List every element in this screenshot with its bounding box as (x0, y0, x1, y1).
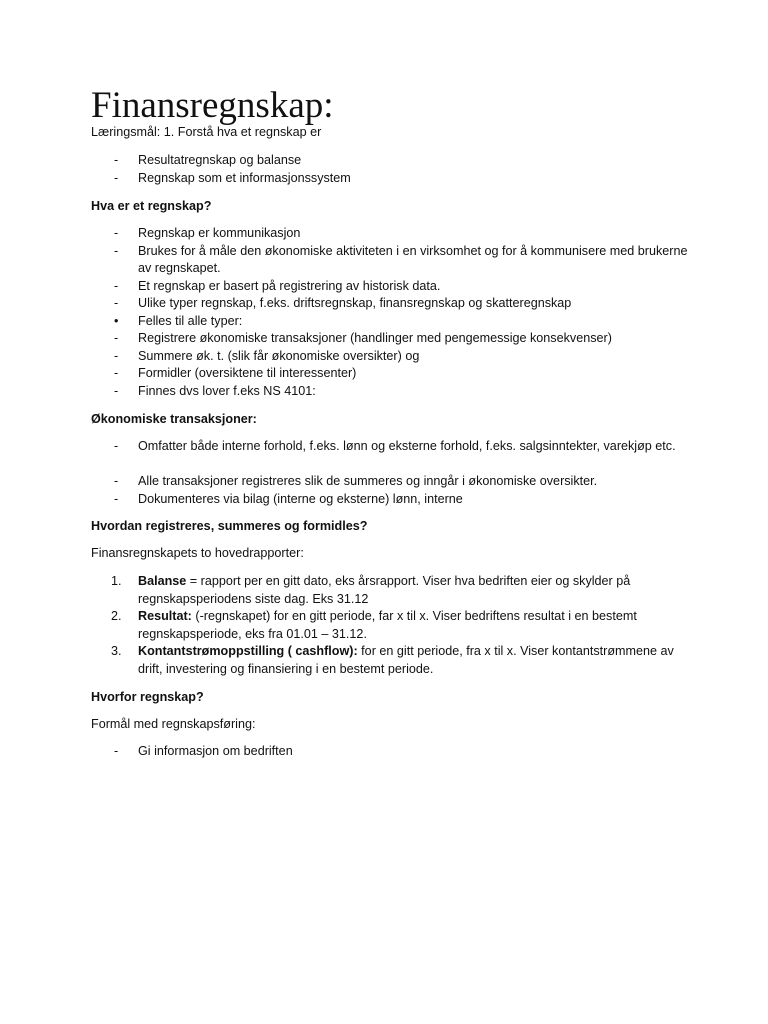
list-item (0, 365, 768, 383)
purpose-list (0, 743, 768, 761)
list-item-text: Registrere økonomiske transaksjoner (handlinger med pengemessige konsekvenser) (138, 331, 612, 345)
page-title: Finansregnskap: (91, 85, 334, 126)
list-item-text: Alle transaksjoner registreres slik de summeres og inngår i økonomiske oversikter. (138, 474, 598, 488)
section-heading: Hvordan registreres, summeres og formidles? (91, 519, 368, 533)
list-item-text: Formidler (oversiktene til interessenter) (138, 366, 357, 380)
topic-list (0, 152, 768, 187)
purpose-intro: Formål med regnskapsføring: (91, 717, 256, 731)
list-item (0, 743, 768, 761)
term: Kontantstrømoppstilling ( cashflow): (138, 644, 358, 658)
list-item (0, 295, 768, 313)
list-item (0, 152, 768, 170)
list-item (0, 491, 768, 509)
list-item-text (138, 608, 698, 643)
report-list (0, 573, 768, 678)
description: for en gitt periode, fra x til x. Viser kontantstrømmene av drift, investering og finansiering i en bestemt periode. (138, 644, 674, 676)
dash-marker: - (114, 278, 119, 293)
list-item (0, 225, 768, 243)
definition-list (0, 225, 768, 400)
list-item (0, 438, 768, 473)
dash-marker: - (114, 331, 119, 345)
learning-goal: Læringsmål: 1. Forstå hva et regnskap er (91, 125, 322, 139)
section-heading: Økonomiske transaksjoner: (91, 412, 257, 426)
list-item-text: Regnskap som et informasjonssystem (138, 170, 351, 185)
bullet-marker: • (114, 313, 119, 328)
list-item-text: Regnskap er kommunikasjon (138, 226, 301, 240)
list-item-text: Summere øk. t. (slik får økonomiske oversikter) og (138, 348, 420, 363)
list-item (0, 383, 768, 401)
list-item-text (138, 573, 698, 608)
list-item (0, 473, 768, 491)
list-item-text: Gi informasjon om bedriften (138, 744, 293, 758)
section-heading: Hva er et regnskap? (91, 199, 212, 213)
list-item-text: Finnes dvs lover f.eks NS 4101: (138, 383, 316, 398)
description: = rapport per en gitt dato, eks årsrapport. Viser hva bedriften eier og skylder på regnskapsperiodens siste dag. Eks 31.12 (138, 574, 631, 606)
number-marker: 2. (111, 609, 122, 623)
list-item-text: Et regnskap er basert på registrering av historisk data. (138, 278, 441, 293)
list-item (0, 278, 768, 296)
list-item (0, 170, 768, 188)
dash-marker: - (114, 153, 119, 167)
number-marker: 3. (111, 644, 122, 658)
list-item-text: Dokumenteres via bilag (interne og eksterne) lønn, interne (138, 491, 463, 506)
transaction-list (0, 438, 768, 508)
dash-marker: - (114, 348, 119, 363)
list-item (0, 643, 768, 678)
list-item (0, 573, 768, 608)
dash-marker: - (114, 744, 119, 758)
list-item (0, 348, 768, 366)
list-item-text: Felles til alle typer: (138, 313, 243, 328)
dash-marker: - (114, 383, 119, 398)
list-item-text (138, 643, 698, 678)
list-item-text: Brukes for å måle den økonomiske aktiviteten i en virksomhet og for å kommunisere med brukerne av regnskapet. (138, 243, 688, 275)
list-item-text: Resultatregnskap og balanse (138, 153, 302, 167)
dash-marker: - (114, 296, 119, 310)
term: Balanse (138, 574, 187, 588)
section-heading: Hvorfor regnskap? (91, 690, 204, 704)
dash-marker: - (114, 474, 119, 488)
number-marker: 1. (111, 574, 122, 588)
dash-marker: - (114, 226, 119, 240)
term: Resultat: (138, 609, 192, 623)
dash-marker: - (114, 439, 119, 453)
reports-intro: Finansregnskapets to hovedrapporter: (91, 546, 304, 560)
dash-marker: - (114, 243, 119, 258)
list-item (0, 313, 768, 331)
dash-marker: - (114, 170, 119, 185)
list-item-text: Ulike typer regnskap, f.eks. driftsregnskap, finansregnskap og skatteregnskap (138, 296, 572, 310)
list-item (0, 608, 768, 643)
list-item-text: Omfatter både interne forhold, f.eks. lønn og eksterne forhold, f.eks. salgsinntekter, varekjøp etc. (138, 439, 676, 453)
description: (-regnskapet) for en gitt periode, far x til x. Viser bedriftens resultat i en bestemt regnskapsperiode, eks fra 01.01 – 31.12. (138, 609, 637, 641)
dash-marker: - (114, 366, 119, 380)
list-item (0, 330, 768, 348)
list-item (0, 243, 768, 278)
dash-marker: - (114, 491, 119, 506)
